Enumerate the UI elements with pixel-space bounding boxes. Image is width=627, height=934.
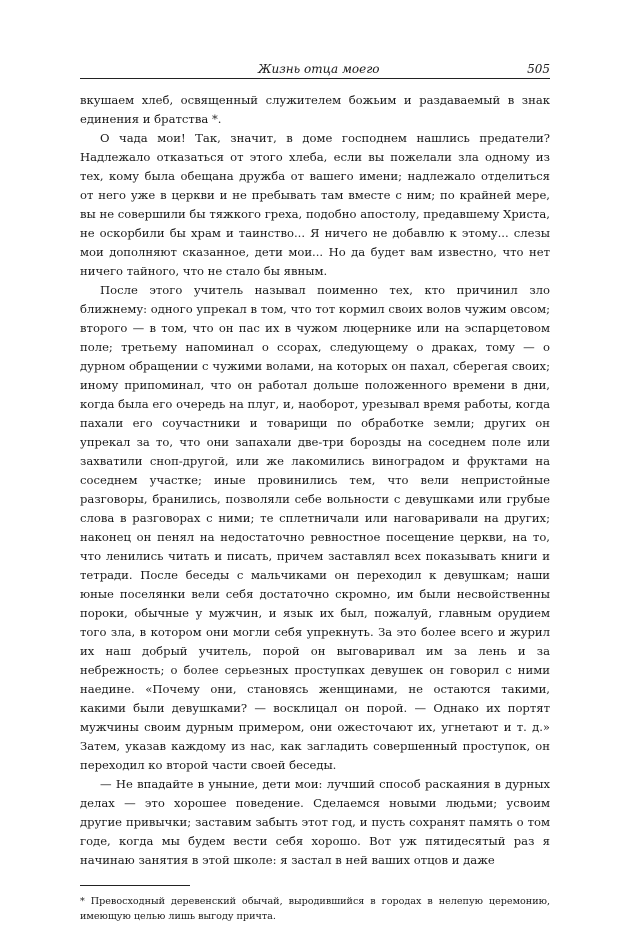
paragraph-continuation: вкушаем хлеб, освященный служителем божьим и раздаваемый в знак единения и братства *. [80, 93, 550, 126]
running-title: Жизнь отца моего [258, 62, 380, 76]
footnote-divider [80, 885, 190, 886]
footnote: * Превосходный деревенский обычай, выродившийся в городах в нелепую церемонию, имеющую целью лишь выгоду причта. [80, 896, 550, 922]
paragraph-sermon: О чада мои! Так, значит, в доме господнем нашлись предатели? Надлежало отказаться от этого хлеба, если вы пожелали зла одному из тех, кому была обещана дружба от вашего имени; надлежало отделиться от него уже в церкви и не пребывать там вместе с ним; по крайней мере, вы не совершили бы тяжкого греха, подобно апостолу, предавшему Христа, не оскорбили бы храм и таинство... Я ничего не добавлю к этому... слезы мои дополняют сказанное, дети мои... Но да будет вам известно, что нет ничего тайного, что не стало бы явным. [80, 131, 550, 278]
paragraph-teacher-reproaches: После этого учитель называл поименно тех, кто причинил зло ближнему: одного упрекал в том, что тот кормил своих волов чужим овсом; второго — в том, что он пас их в чужом люцернике или на эспарцетовом поле; третьему напоминал о ссорах, следующему о драках, тому — о дурном обращении с чужими волами, на которых он пахал, сберегая своих; иному припоминал, что он работал дольше положенного времени в дни, когда была его очередь на плуг, и, наоборот, урезывал время работы, когда пахали его соучастники и товарищи по обработке земли; других он упрекал за то, что они запахали две-три борозды на соседнем поле или захватили сноп-другой, или же лакомились виноградом и фруктами на соседнем участке; иные провинились тем, что вели непристойные разговоры, бранились, позволяли себе вольности с девушками или грубые слова в разговорах с ними; те сплетничали или наговаривали на других; наконец он пенял на недостаточно ревностное посещение церкви, на то, что ленились читать и писать, причем заставлял всех показывать книги и тетради. После беседы с мальчиками он переходил к девушкам; наши юные поселянки вели себя достаточно скромно, им были несвойственны пороки, обычные у мужчин, и язык их был, пожалуй, главным орудием того зла, в котором они могли себя упрекнуть. За это более всего и журил их наш добрый учитель, порой он выговаривал им за лень и за небрежность; о более серьезных проступках девушек он говорил с ними наедине. «Почему они, становясь женщинами, не остаются такими, какими были девушками? — восклицал он порой. — Однако их портят мужчины своим дурным примером, они ожесточают их, угнетают и т. д.» Затем, указав каждому из нас, как загладить совершенный проступок, он переходил ко второй части своей беседы. [80, 283, 550, 772]
paragraph-exhortation: — Не впадайте в уныние, дети мои: лучший способ раскаяния в дурных делах — это хорошее поведение. Сделаемся новыми людьми; усвоим другие привычки; заставим забыть этот год, и пусть сохранят память о том годе, когда мы будем вести себя хорошо. Вот уж пятидесятый раз я начинаю занятия в этой школе: я застал в ней ваших отцов и даже [80, 777, 550, 867]
body-text [80, 91, 550, 870]
running-header [80, 60, 550, 79]
page-number: 505 [527, 62, 550, 76]
book-page [80, 60, 550, 934]
